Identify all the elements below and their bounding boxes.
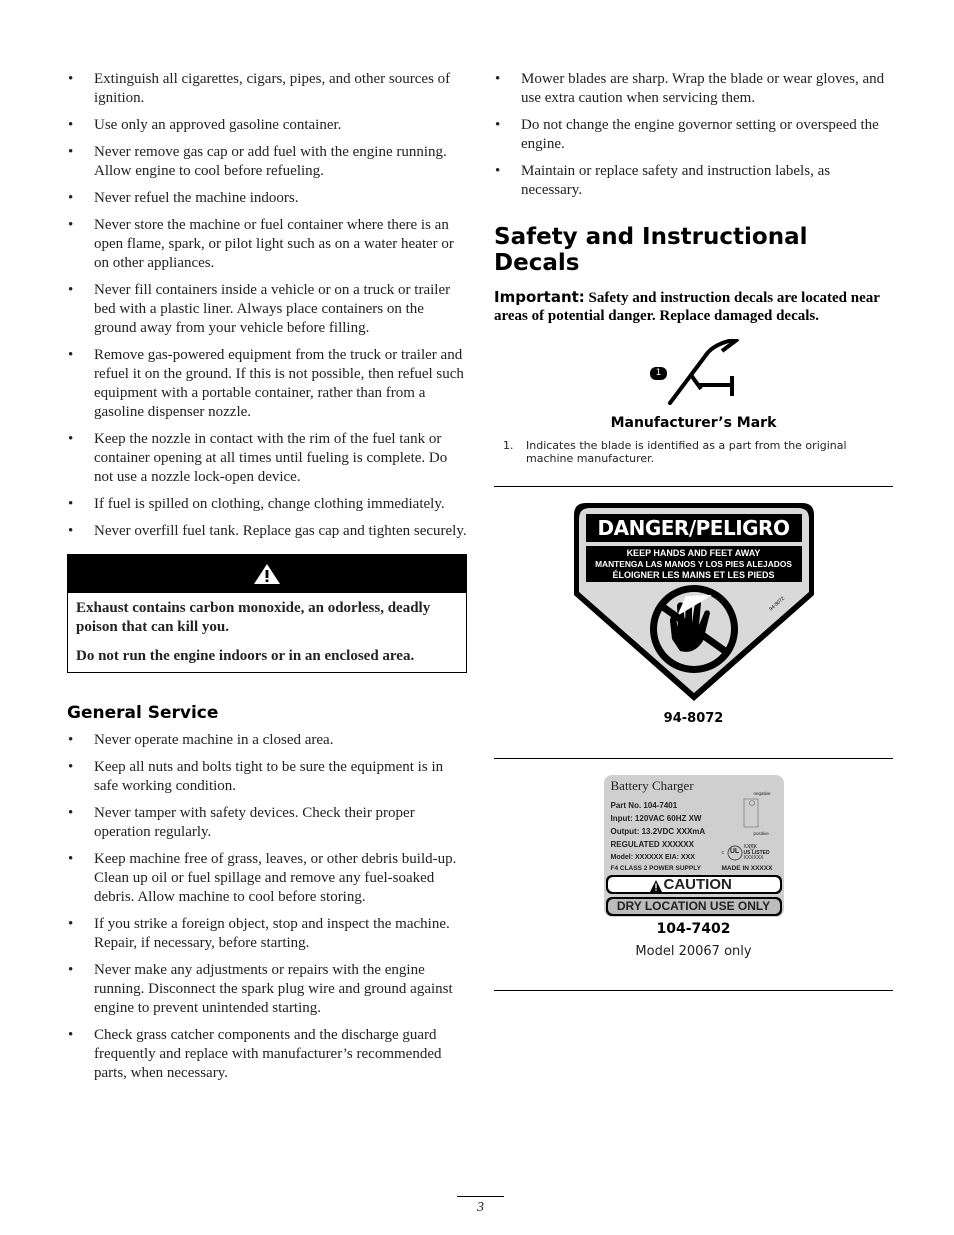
list-item: • Never remove gas cap or add fuel with the engine running. Allow engine to cool before refueling. [67, 143, 467, 181]
list-item: • Do not change the engine governor setting or overspeed the engine. [494, 116, 893, 154]
charger-title: Battery Charger [610, 778, 694, 793]
charger-model: Model: XXXXXX EIA: XXX [610, 854, 695, 861]
figure-note [494, 439, 893, 465]
charger-decal-caption: 104-7402 [656, 921, 731, 937]
important-label: Important: [494, 288, 585, 306]
warning-line-2: Do not run the engine indoors or in an enclosed area. [76, 648, 415, 664]
list-item: • Never refuel the machine indoors. [67, 189, 467, 208]
warning-triangle-icon [253, 563, 281, 585]
list-item: • Keep all nuts and bolts tight to be sure the equipment is in safe working condition. [67, 758, 467, 796]
warning-line-1: Exhaust contains carbon monoxide, an odorless, deadly poison that can kill you. [76, 600, 431, 635]
section-heading-decals: Safety and Instructional Decals [494, 224, 808, 276]
ul-code-1: XXXX [743, 844, 757, 850]
warning-box [67, 554, 467, 673]
divider [494, 990, 893, 991]
ul-listed-block [744, 845, 770, 862]
blade-safety-list [494, 70, 893, 200]
fuel-safety-list [67, 70, 467, 541]
charger-specs [611, 799, 706, 864]
list-item: • Extinguish all cigarettes, cigars, pipes, and other sources of ignition. [67, 70, 467, 108]
ul-c: c [721, 850, 724, 856]
note-text: Indicates the blade is identified as a part from the original machine manufacturer. [526, 439, 847, 465]
list-item: • Keep machine free of grass, leaves, or other debris build-up. Clean up oil or fuel spillage and remove any fuel-soaked debris. Allow machine to cool before storing. [67, 850, 467, 907]
list-item: • If fuel is spilled on clothing, change clothing immediately. [67, 495, 467, 514]
charger-positive-label: positive [753, 831, 769, 836]
manufacturer-mark-icon [494, 339, 893, 415]
danger-decal [574, 503, 814, 701]
charger-made-in: MADE IN XXXXX [721, 865, 773, 872]
danger-decal-caption: 94-8072 [663, 711, 724, 726]
list-item: • Never overfill fuel tank. Replace gas cap and tighten securely. [67, 522, 467, 541]
important-note [494, 288, 893, 325]
ul-code-2: XXXXXX [743, 855, 764, 861]
danger-line-en: KEEP HANDS AND FEET AWAY [626, 548, 761, 558]
warning-text [68, 593, 466, 672]
page-number: 3 [457, 1196, 504, 1216]
charger-regulated: REGULATED XXXXXX [610, 840, 694, 849]
callout-number: 1 [655, 368, 662, 378]
list-item: • Keep the nozzle in contact with the rim of the fuel tank or container opening at all times until fueling is complete. Do not use a nozzle lock-open device. [67, 430, 467, 487]
danger-line-fr: ÉLOIGNER LES MAINS ET LES PIEDS [612, 570, 775, 580]
list-item: • Never make any adjustments or repairs with the engine running. Disconnect the spark plug wire and ground against engine to prevent unintended starting. [67, 961, 467, 1018]
list-item: • Maintain or replace safety and instruction labels, as necessary. [494, 162, 893, 200]
danger-side-code: 94-8072 [767, 595, 786, 613]
charger-class: F4 CLASS 2 POWER SUPPLY [610, 865, 701, 872]
charger-negative-label: negative [753, 791, 771, 796]
ul-listed: US LISTED [743, 849, 770, 856]
charger-output: Output: 13.2VDC XXXmA [610, 827, 706, 836]
note-number: 1. [503, 439, 514, 452]
section-heading-general-service: General Service [67, 703, 219, 723]
manufacturer-mark-figure [494, 339, 893, 415]
danger-line-es: MANTENGA LAS MANOS Y LOS PIES ALEJADOS [595, 559, 792, 569]
list-item: • Never fill containers inside a vehicle or on a truck or trailer bed with a plastic liner. Always place containers on the ground away from your vehicle before filling. [67, 281, 467, 338]
list-item: • Mower blades are sharp. Wrap the blade or wear gloves, and use extra caution when servicing them. [494, 70, 893, 108]
list-item: • Never store the machine or fuel container where there is an open flame, spark, or pilot light such as on a water heater or on other appliances. [67, 216, 467, 273]
list-item: • Never tamper with safety devices. Check their proper operation regularly. [67, 804, 467, 842]
manufacturer-mark-caption: Manufacturer’s Mark [610, 415, 777, 431]
danger-title: DANGER/PELIGRO [597, 516, 790, 540]
list-item: • If you strike a foreign object, stop and inspect the machine. Repair, if necessary, before starting. [67, 915, 467, 953]
warning-header [68, 555, 466, 593]
ul-logo-text: UL [729, 848, 740, 855]
left-column [67, 70, 467, 1091]
charger-caution: CAUTION [663, 876, 732, 893]
charger-dry-location: DRY LOCATION USE ONLY [616, 899, 771, 913]
important-text: Safety and instruction decals are located near areas of potential danger. Replace damaged decals. [494, 290, 880, 324]
list-item: • Never operate machine in a closed area. [67, 731, 467, 750]
list-item: • Use only an approved gasoline container. [67, 116, 467, 135]
divider [494, 486, 893, 487]
divider [494, 758, 893, 759]
right-column [494, 70, 893, 991]
charger-part-number: Part No. 104-7401 [610, 801, 678, 810]
list-item: • Remove gas-powered equipment from the truck or trailer and refuel it on the ground. If this is not possible, then refuel such equipment with a portable container, rather than from a gasoline dispenser nozzle. [67, 346, 467, 422]
list-item: • Check grass catcher components and the discharge guard frequently and replace with manufacturer’s recommended parts, when necessary. [67, 1026, 467, 1083]
general-service-list [67, 731, 467, 1083]
danger-text-block [586, 548, 802, 581]
charger-input: Input: 120VAC 60HZ XW [610, 814, 702, 823]
charger-decal-subcaption: Model 20067 only [635, 944, 752, 959]
battery-charger-decal [604, 775, 784, 917]
